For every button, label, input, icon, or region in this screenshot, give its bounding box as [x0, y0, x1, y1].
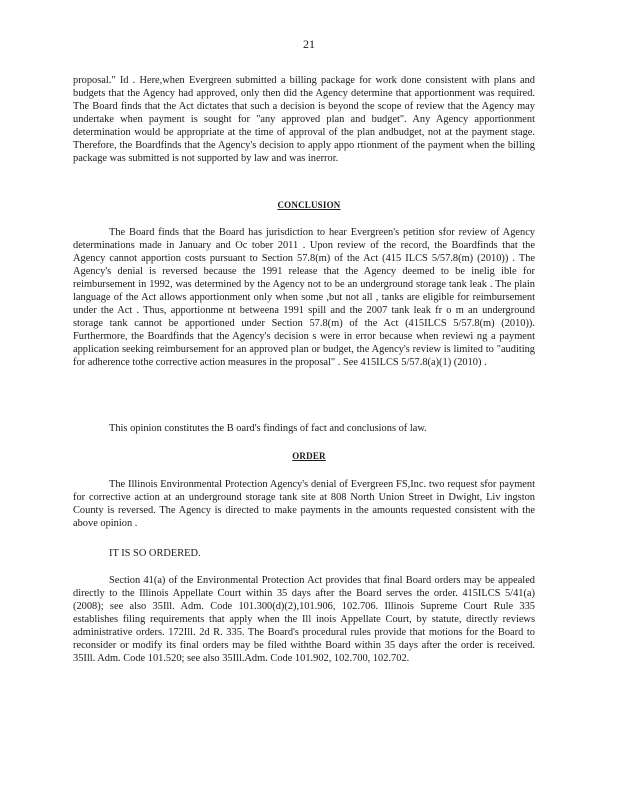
- paragraph-appeal-rights: Section 41(a) of the Environmental Protection Act provides that final Board orders may be appealed directly to the Illinois Appellate Court within 35 days after the Board serves the order. 415ILCS 5/41(a) (2008); see also 35Ill. Adm. Code 101.300(d)(2),101.906, 102.706. Illinois Supreme Court Rule 335 establishes filing requirements that apply when the Ill inois Appellate Court, by statute, directly reviews administrative orders. 172Ill. 2d R. 335. The Board's procedural rules provide that motions for the Board to reconsider or modify its final orders may be filed withthe Board within 35 days after the order is received. 35Ill. Adm. Code 101.520; see also 35Ill.Adm. Code 101.902, 102.700, 102.702.: [73, 575, 535, 664]
- paragraph-order: The Illinois Environmental Protection Agency's denial of Evergreen FS,Inc. two request sfor payment for corrective action at an underground storage tank site at 808 North Union Street in Dwight, Liv ingston County is reversed. The Agency is directed to make payments in the amounts requested consistent with the above opinion .: [73, 479, 535, 529]
- paragraph-opinion-statement: This opinion constitutes the B oard's findings of fact and conclusions of law.: [109, 423, 427, 434]
- paragraph-conclusion: The Board finds that the Board has jurisdiction to hear Evergreen's petition sfor review of Agency determinations made in January and Oc tober 2011 . Upon review of the record, the Boardfinds that the Agency cannot apportion costs pursuant to Section 57.8(m) of the Act (415 ILCS 5/57.8(m) (2010)) . The Agency's denial is reversed because the 1991 release that the Agency deemed to be inelig ible for reimbursement in 1992, was determined by the Agency not to be an underground storage tank leak . The plain language of the Act allows apportionment only when some ,but not all , tanks are eligible for reimbursement under the Act . Thus, apportionme nt betweena 1991 spill and the 2007 tank leak fr o m an underground storage tank cannot be apportioned under Section 57.8(m) of the Act (415ILCS 5/57.8(m) (2010)). Furthermore, the Boardfinds that the Agency's decision s were in error because when reviewi ng a payment application seeking reimbursement for an approved plan or budget, the Agency's review is limited to "auditing for adherence tothe corrective action measures in the proposal" . See 415ILCS 5/57.8(a)(1) (2010) .: [73, 227, 535, 368]
- page-number: 21: [303, 37, 315, 51]
- paragraph-apportionment-analysis: proposal." Id . Here,when Evergreen submitted a billing package for work done consistent with plans and budgets that the Agency had approved, only then did the Agency determine that apportionment was required. The Board finds that the Act dictates that such a decision is beyond the scope of review that the Agency may undertake when payment is sought for "any approved plan and budget". Any Agency apportionment determination would be appropriate at the time of approval of the plan andbudget, not at the payment stage. Therefore, the Boardfinds that the Agency's decision to apply appo rtionment of the payment when the billing package was submitted is not supported by law and was inerror.: [73, 75, 535, 164]
- so-ordered-line: IT IS SO ORDERED.: [109, 548, 201, 559]
- order-heading: ORDER: [292, 451, 326, 461]
- conclusion-heading: CONCLUSION: [277, 200, 341, 210]
